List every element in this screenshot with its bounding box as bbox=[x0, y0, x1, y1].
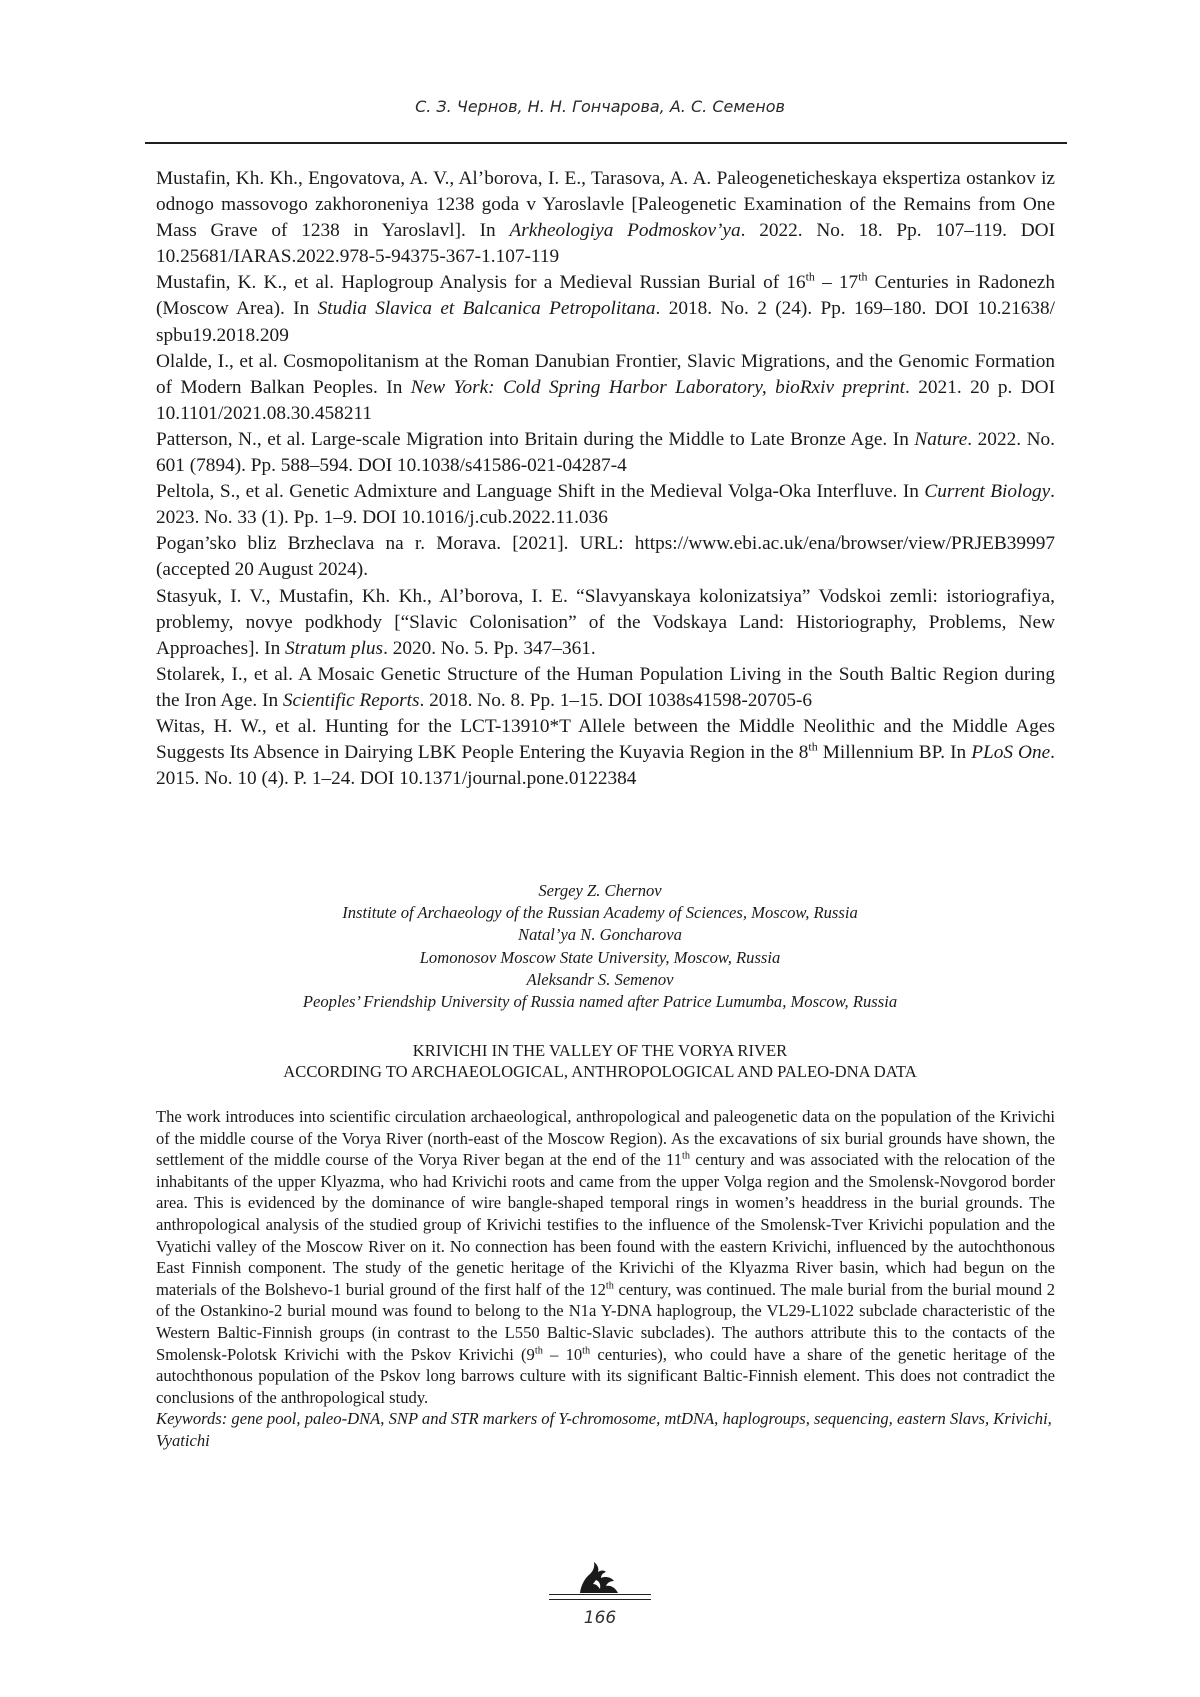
references-list bbox=[156, 166, 1055, 792]
keywords: Keywords: gene pool, paleo-DNA, SNP and STR markers of Y-chromosome, mtDNA, haplogroups, sequencing, eastern Slavs, Krivichi, Vyatichi bbox=[156, 1409, 1052, 1450]
text-run: Mustafin, Kh. Kh., Engovatova, A. V., Al’borova, I. E., Tarasova, A. A. Paleogeneticheskaya ekspertiza ostankov iz odnogo massovogo zakhoroneniya 1238 goda v Yaroslavle [Paleogenetic Examination of the Remains from One Mass Grave of 1238 in Yaroslavl]. In bbox=[156, 168, 1055, 242]
text-run: . 2018. No. 2 (24). Pp. 169–180. DOI 10.21638/​spbu19.2018.209 bbox=[156, 298, 1055, 346]
reference-entry bbox=[156, 714, 1055, 792]
reference-entry bbox=[156, 584, 1055, 662]
reference-entry bbox=[156, 662, 1055, 714]
italic-title: New York: Cold Spring Harbor Laboratory, bioRxiv preprint bbox=[410, 376, 906, 398]
superscript-text: th bbox=[682, 1150, 691, 1162]
fire-bird-logo-icon bbox=[574, 1560, 626, 1598]
italic-title: Current Biology bbox=[924, 481, 1051, 503]
superscript-text: th bbox=[808, 739, 818, 754]
superscript-text: th bbox=[605, 1280, 614, 1292]
author-affiliation: Institute of Archaeology of the Russian Academy of Sciences, Moscow, Russia bbox=[342, 903, 858, 923]
reference-entry bbox=[156, 349, 1055, 427]
text-run: . 2020. No. 5. Pp. 347–361. bbox=[383, 637, 596, 659]
text-run: Centuries in Radonezh (Moscow Area). In bbox=[156, 272, 1056, 320]
article-title bbox=[0, 1040, 1200, 1082]
text-run: century and was associated with the relocation of the inhabitants of the upper Klyazma, who had Krivichi roots and came from the upper Volga region and the Smolensk-Novgorod border area. This is evidenced by the dominance of wire bangle-shaped temporal rings in women’s headdress in the burial grounds. The anthropological analysis of the studied group of Krivichi testifies to the influence of the Smolensk-Tver Krivichi population and the Vyatichi valley of the Moscow River on it. No connection has been found with the eastern Krivichi, influenced by the autochthonous East Finnish component. The study of the genetic heritage of the Krivichi of the Klyazma River basin, which had begun on the materials of the Bolshevo-1 burial ground of the first half of the 12 bbox=[156, 1150, 1055, 1299]
footer-rule bbox=[549, 1594, 651, 1595]
article-title-line: ACCORDING TO ARCHAEOLOGICAL, ANTHROPOLOGICAL AND PALEO-DNA DATA bbox=[283, 1062, 917, 1081]
text-run: Olalde, I., et al. Cosmopolitanism at the Roman Danubian Frontier, Slavic Migrations, and the Genomic Formation of Modern Balkan Peoples. In bbox=[156, 350, 1055, 398]
text-run: Stasyuk, I. V., Mustafin, Kh. Kh., Al’borova, I. E. “Slavyanskaya kolonizatsiya” Vodskoi zemli: istoriografiya, problemy, novye podkhody [“Slavic Colonisation” of the Vodskaya Land: Historiography, Problems, New Approaches]. In bbox=[156, 585, 1055, 659]
running-head: С. З. Чернов, Н. Н. Гончарова, А. С. Семенов bbox=[415, 97, 785, 116]
text-run: Stolarek, I., et al. A Mosaic Genetic Structure of the Human Population Living in the South Baltic Region during the Iron Age. In bbox=[156, 663, 1055, 711]
text-run: Pogan’sko bliz Brzheclava na r. Morava. [2021]. URL: https://www.ebi.ac.uk/ena/browser/view/​PRJEB39997 (accepted 20 August 2024). bbox=[156, 533, 1055, 581]
italic-title: Stratum plus bbox=[285, 637, 384, 659]
superscript-text: th bbox=[582, 1345, 591, 1356]
text-run: Mustafin, K. K., et al. Haplogroup Analysis for a Medieval Russian Burial of 16 bbox=[156, 272, 806, 294]
author-name: Natal’ya N. Goncharova bbox=[518, 925, 682, 945]
reference-entry bbox=[156, 479, 1055, 531]
text-run: . 2022. No. 18. Pp. 107–119. DOI 10.25681/IARAS.2022.978-5-94375-367-1.107-119 bbox=[156, 220, 1055, 268]
text-run: Millennium BP. In bbox=[817, 742, 972, 764]
header-rule bbox=[145, 142, 1067, 144]
reference-entry bbox=[156, 270, 1055, 348]
reference-entry bbox=[156, 427, 1055, 479]
text-run: Patterson, N., et al. Large-scale Migration into Britain during the Middle to Late Bronze Age. In bbox=[156, 428, 915, 450]
text-run: . 2022. No. 601 (7894). Pp. 588–594. DOI 10.1038/s41586-021-04287-4 bbox=[156, 428, 1055, 477]
superscript-text: th bbox=[805, 269, 815, 284]
author-affiliation: Lomonosov Moscow State University, Moscow, Russia bbox=[419, 947, 781, 967]
text-run: centuries), who could have a share of the genetic heritage of the autochthonous population of the Pskov long barrows culture with its significant Baltic-Finnish element. This does not contradict the conclusions of the anthropological study. bbox=[156, 1344, 1055, 1407]
author-name: Aleksandr S. Semenov bbox=[526, 969, 674, 989]
italic-title: Scientific Reports bbox=[282, 689, 420, 711]
author-name: Sergey Z. Chernov bbox=[538, 881, 662, 900]
text-run: century, was continued. The male burial from the burial mound 2 of the Ostankino-2 burial mound was found to belong to the N1a Y-DNA haplogroup, the VL29-L1022 subclade characteristic of the Western Baltic-Finnish groups (in contrast to the L550 Baltic-Slavic subclades). The authors attribute this to the contacts of the Smolensk-Polotsk Krivichi with the Pskov Krivichi (9 bbox=[156, 1279, 1055, 1364]
superscript-text: th bbox=[858, 269, 868, 284]
abstract bbox=[156, 1106, 1055, 1452]
superscript-text: th bbox=[534, 1345, 543, 1356]
text-run: . 2018. No. 8. Pp. 1–15. DOI 1038s41598-20705-6 bbox=[419, 689, 813, 711]
text-run: Peltola, S., et al. Genetic Admixture and Language Shift in the Medieval Volga-Oka Interfluve. In bbox=[156, 481, 925, 503]
footer-rule bbox=[549, 1599, 651, 1600]
text-run: – 10 bbox=[542, 1344, 583, 1364]
italic-title: Studia Slavica et Balcanica Petropolitana bbox=[317, 298, 656, 320]
author-affiliation: Peoples’ Friendship University of Russia named after Patrice Lumumba, Moscow, Russia bbox=[302, 992, 898, 1012]
abstract-text bbox=[156, 1106, 1055, 1408]
text-run: – 17 bbox=[814, 272, 859, 294]
italic-title: Nature bbox=[914, 428, 968, 450]
author-affiliations bbox=[0, 880, 1200, 1013]
reference-entry bbox=[156, 166, 1055, 270]
text-run: . 2015. No. 10 (4). P. 1–24. DOI 10.1371/journal.pone.0122384 bbox=[156, 742, 1055, 790]
italic-title: Arkheologiya Podmoskov’ya bbox=[509, 220, 741, 242]
page-number: 166 bbox=[583, 1608, 617, 1628]
text-run: . 2021. 20 p. DOI 10.1101/2021.08.30.458211 bbox=[156, 376, 1055, 424]
text-run: The work introduces into scientific circulation archaeological, anthropological and paleogenetic data on the population of the Krivichi of the middle course of the Vorya River (north-east of the Moscow Region). As the excavations of six burial grounds have shown, the settlement of the middle course of the Vorya River began at the end of the 11 bbox=[156, 1107, 1055, 1170]
article-title-line: KRIVICHI IN THE VALLEY OF THE VORYA RIVER bbox=[412, 1041, 788, 1060]
italic-title: PLoS One bbox=[971, 742, 1051, 764]
reference-entry bbox=[156, 531, 1055, 583]
text-run: . 2023. No. 33 (1). Pp. 1–9. DOI 10.1016/j.cub.2022.11.036 bbox=[156, 481, 1055, 529]
text-run: Witas, H. W., et al. Hunting for the LCT-13910*T Allele between the Middle Neolithic and the Middle Ages Suggests Its Absence in Dairying LBK People Entering the Kuyavia Region in the 8 bbox=[156, 715, 1055, 764]
